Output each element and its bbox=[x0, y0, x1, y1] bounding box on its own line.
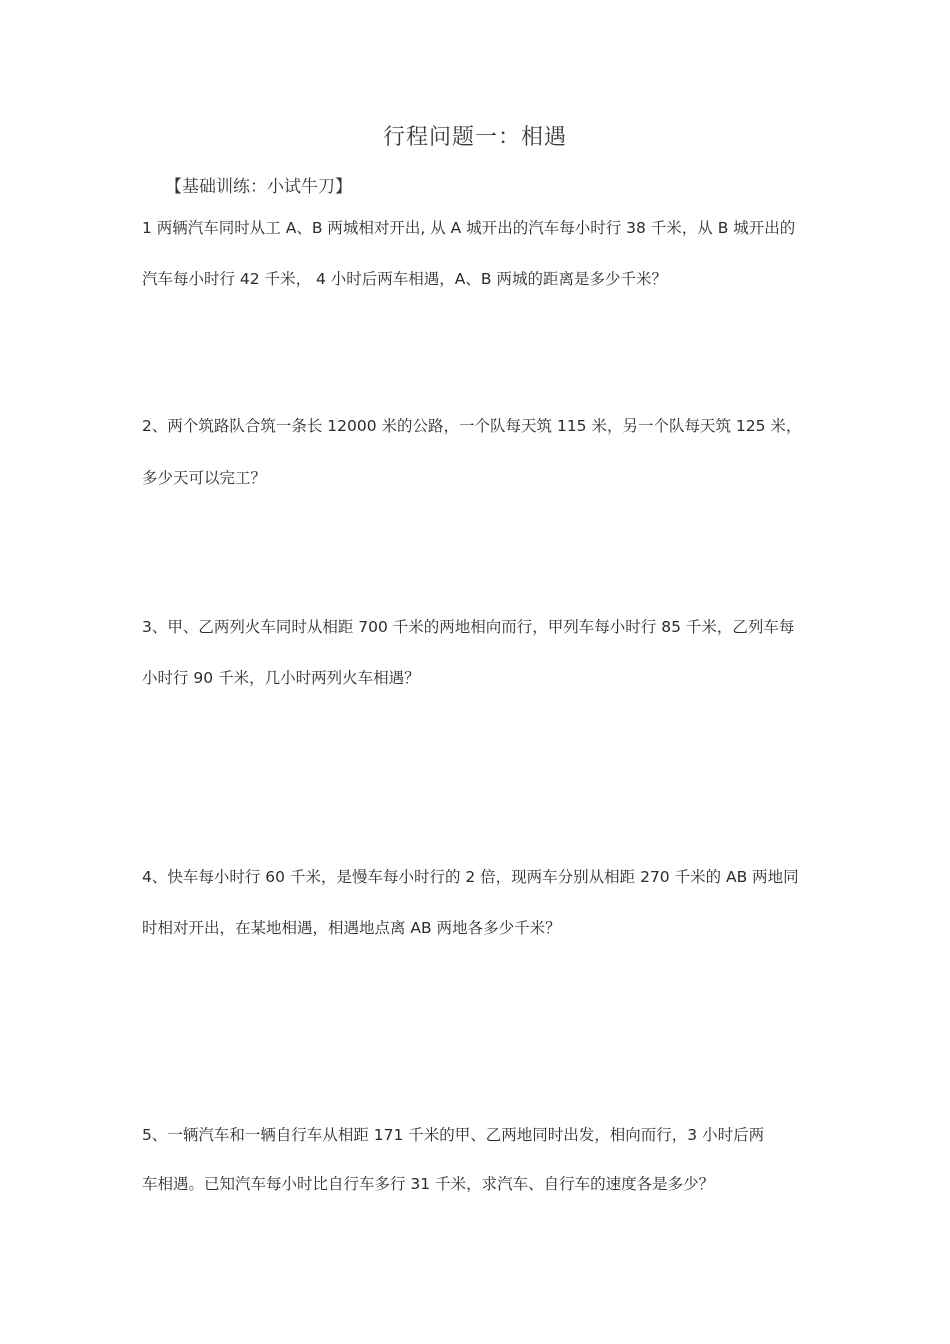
problem-4-line-1: 4、快车每小时行 60 千米，是慢车每小时行的 2 倍，现两车分别从相距 270 千米的 AB 两地同 bbox=[142, 868, 799, 886]
problem-2-line-1: 2、两个筑路队合筑一条长 12000 米的公路，一个队每天筑 115 米，另一个队每天筑 125 米， bbox=[142, 417, 802, 435]
problem-1-line-2: 汽车每小时行 42 千米， 4 小时后两车相遇，A、B 两城的距离是多少千米？ bbox=[142, 270, 667, 288]
problem-3-line-2: 小时行 90 千米，几小时两列火车相遇？ bbox=[142, 669, 420, 687]
problem-5-line-1: 5、一辆汽车和一辆自行车从相距 171 千米的甲、乙两地同时出发，相向而行，3 小时后两 bbox=[142, 1126, 765, 1144]
problem-4-line-2: 时相对开出，在某地相遇，相遇地点离 AB 两地各多少千米？ bbox=[142, 919, 561, 937]
problem-3-line-1: 3、甲、乙两列火车同时从相距 700 千米的两地相向而行，甲列车每小时行 85 千米，乙列车每 bbox=[142, 618, 795, 636]
problem-1-line-1: 1 两辆汽车同时从工 A、B 两城相对开出, 从 A 城开出的汽车每小时行 38 千米，从 B 城开出的 bbox=[142, 219, 796, 237]
problem-2-line-2: 多少天可以完工？ bbox=[142, 469, 267, 487]
problem-5-line-2: 车相遇。已知汽车每小时比自行车多行 31 千米，求汽车、自行车的速度各是多少？ bbox=[142, 1175, 715, 1193]
section-heading: 【基础训练：小试牛刀】 bbox=[165, 177, 352, 197]
page-title: 行程问题一：相遇 bbox=[382, 125, 567, 150]
